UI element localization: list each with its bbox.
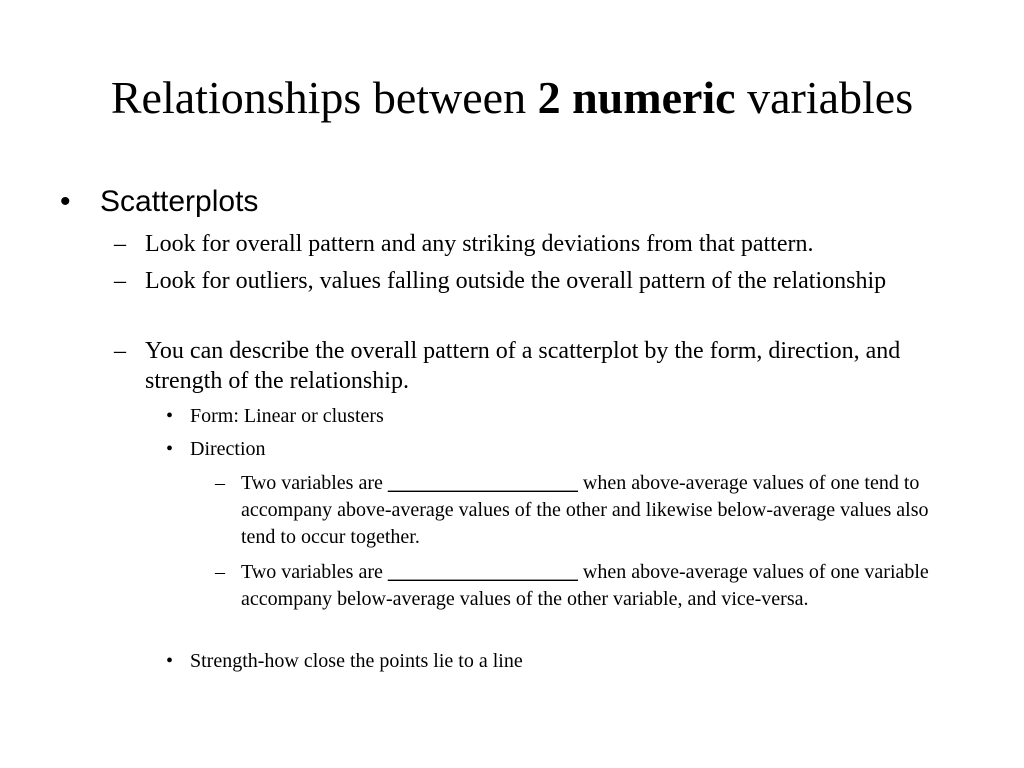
bullet-text: Scatterplots — [100, 185, 259, 218]
dash-marker: – — [215, 472, 225, 494]
subitem-text: Look for overall pattern and any striking deviations from that pattern. — [145, 231, 814, 257]
fill-in-blank: ___________________ — [387, 561, 578, 583]
dash-marker: – — [114, 268, 126, 294]
dash-marker: – — [114, 231, 126, 257]
title-part-2: variables — [735, 72, 914, 123]
point-text: Strength-how close the points lie to a line — [190, 650, 523, 672]
dash-marker: – — [215, 561, 225, 583]
point-text: Form: Linear or clusters — [190, 405, 384, 427]
dash-marker: – — [114, 338, 126, 364]
title-bold: 2 numeric — [537, 72, 736, 123]
fill-in-blank: ___________________ — [387, 472, 578, 494]
text-after-blank: when above-average values of one tend to accompany above-average values of the other and likewise below-average values also tend to occur together. — [241, 472, 929, 548]
text-before-blank: Two variables are — [241, 472, 388, 494]
text-after-blank: when above-average values of one variable accompany below-average values of the other variable, and vice-versa. — [241, 561, 929, 610]
text-before-blank: Two variables are — [241, 561, 388, 583]
bullet-marker: • — [166, 405, 174, 427]
direction-text — [241, 559, 953, 613]
point-text: Direction — [190, 438, 266, 460]
bullet-marker: • — [60, 185, 71, 218]
title-part-1: Relationships between — [110, 72, 538, 123]
subitem-text: You can describe the overall pattern of a scatterplot by the form, direction, and strength of the relationship. — [145, 338, 901, 394]
direction-text — [241, 470, 953, 551]
subitem-text: Look for outliers, values falling outside the overall pattern of the relationship — [145, 268, 887, 294]
bullet-marker: • — [166, 438, 174, 460]
bullet-marker: • — [166, 650, 174, 672]
